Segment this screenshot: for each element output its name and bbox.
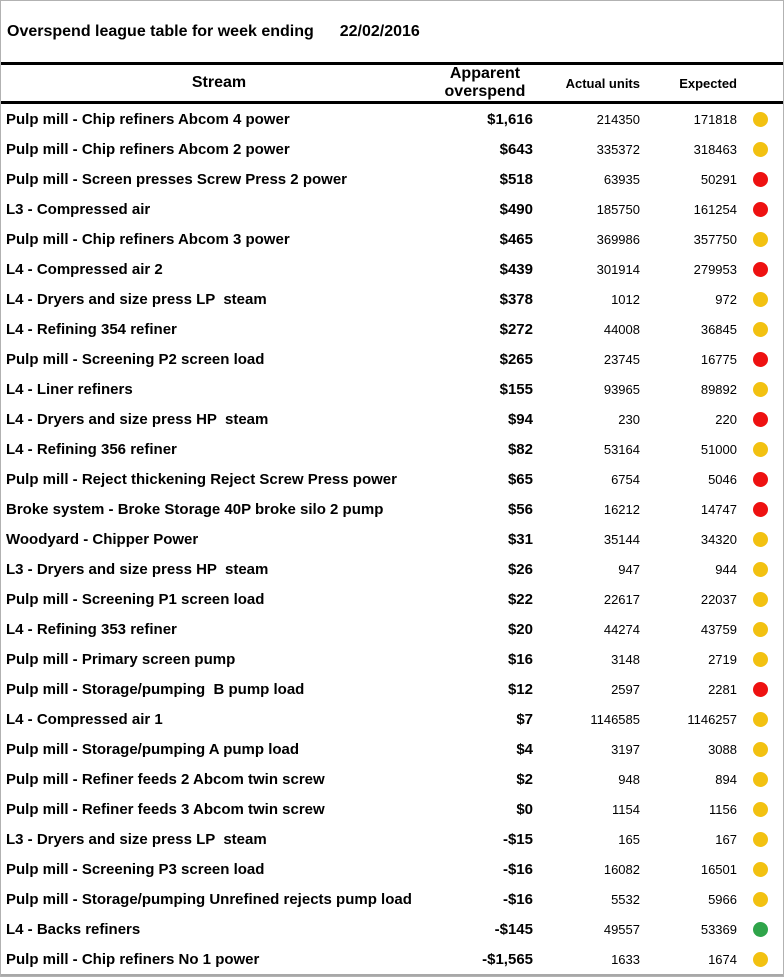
- overspend-cell: -$15: [502, 830, 533, 848]
- expected-cell: 1156: [709, 801, 737, 817]
- expected-cell: 357750: [693, 231, 737, 247]
- overspend-cell: $82: [507, 440, 533, 458]
- status-cell: [737, 712, 783, 727]
- status-dot-icon: [753, 622, 768, 637]
- stream-cell: Pulp mill - Refiner feeds 3 Abcom twin screw: [6, 800, 325, 818]
- table-row: [1, 554, 783, 584]
- status-dot-icon: [753, 502, 768, 517]
- status-cell: [737, 442, 783, 457]
- table-row: [1, 314, 783, 344]
- table-row: [1, 524, 783, 554]
- status-dot-icon: [753, 652, 768, 667]
- expected-cell: 318463: [693, 141, 737, 157]
- overspend-cell: $20: [507, 620, 533, 638]
- report-title: Overspend league table for week ending: [7, 22, 314, 40]
- table-row: [1, 404, 783, 434]
- status-dot-icon: [753, 112, 768, 127]
- table-row: [1, 914, 783, 944]
- expected-cell: 51000: [700, 441, 737, 457]
- overspend-cell: $94: [507, 410, 533, 428]
- stream-cell: L4 - Liner refiners: [6, 380, 133, 398]
- status-dot-icon: [753, 532, 768, 547]
- overspend-cell: $643: [499, 140, 533, 158]
- stream-cell: Pulp mill - Chip refiners Abcom 4 power: [6, 110, 290, 128]
- status-cell: [737, 562, 783, 577]
- overspend-cell: $31: [507, 530, 533, 548]
- stream-cell: Pulp mill - Storage/pumping Unrefined rejects pump load: [6, 890, 412, 908]
- stream-cell: Pulp mill - Chip refiners Abcom 3 power: [6, 230, 290, 248]
- status-dot-icon: [753, 772, 768, 787]
- status-cell: [737, 802, 783, 817]
- table-row: [1, 194, 783, 224]
- stream-cell: Pulp mill - Chip refiners No 1 power: [6, 950, 260, 968]
- overspend-cell: $22: [507, 590, 533, 608]
- overspend-cell: $265: [499, 350, 533, 368]
- overspend-cell: $2: [516, 770, 533, 788]
- actual-units-cell: 214350: [596, 111, 640, 127]
- status-cell: [737, 862, 783, 877]
- overspend-cell: $155: [499, 380, 533, 398]
- actual-units-cell: 5532: [611, 891, 640, 907]
- overspend-cell: $378: [499, 290, 533, 308]
- status-dot-icon: [753, 412, 768, 427]
- expected-cell: 5966: [708, 891, 737, 907]
- expected-cell: 3088: [708, 741, 737, 757]
- actual-units-cell: 1633: [611, 951, 640, 967]
- overspend-cell: $518: [499, 170, 533, 188]
- table-row: [1, 254, 783, 284]
- status-cell: [737, 112, 783, 127]
- status-cell: [737, 382, 783, 397]
- overspend-cell: -$1,565: [482, 950, 533, 968]
- status-dot-icon: [753, 262, 768, 277]
- stream-cell: Pulp mill - Screen presses Screw Press 2 power: [6, 170, 347, 188]
- column-header-actual-units: Actual units: [565, 75, 640, 91]
- expected-cell: 5046: [708, 471, 737, 487]
- table-row: [1, 224, 783, 254]
- status-dot-icon: [753, 592, 768, 607]
- expected-cell: 50291: [700, 171, 737, 187]
- expected-cell: 36845: [700, 321, 737, 337]
- stream-cell: Pulp mill - Screening P1 screen load: [6, 590, 265, 608]
- status-dot-icon: [753, 202, 768, 217]
- expected-cell: 171818: [693, 111, 737, 127]
- actual-units-cell: 230: [618, 411, 640, 427]
- status-cell: [737, 502, 783, 517]
- table-row: [1, 854, 783, 884]
- stream-cell: L4 - Dryers and size press LP steam: [6, 290, 267, 308]
- stream-cell: Pulp mill - Primary screen pump: [6, 650, 236, 668]
- actual-units-cell: 3197: [611, 741, 640, 757]
- status-cell: [737, 652, 783, 667]
- table-row: [1, 764, 783, 794]
- table-row: [1, 164, 783, 194]
- overspend-cell: $26: [507, 560, 533, 578]
- status-cell: [737, 262, 783, 277]
- table-row: [1, 494, 783, 524]
- status-dot-icon: [753, 472, 768, 487]
- expected-cell: 34320: [700, 531, 737, 547]
- stream-cell: Pulp mill - Chip refiners Abcom 2 power: [6, 140, 290, 158]
- actual-units-cell: 23745: [603, 351, 640, 367]
- stream-cell: Pulp mill - Screening P2 screen load: [6, 350, 265, 368]
- expected-cell: 16501: [700, 861, 737, 877]
- overspend-cell: $12: [507, 680, 533, 698]
- expected-cell: 53369: [700, 921, 737, 937]
- actual-units-cell: 3148: [611, 651, 640, 667]
- actual-units-cell: 1154: [612, 801, 640, 817]
- report-week-ending-date: 22/02/2016: [339, 22, 420, 40]
- expected-cell: 1674: [708, 951, 737, 967]
- status-dot-icon: [753, 352, 768, 367]
- status-dot-icon: [753, 952, 768, 967]
- status-cell: [737, 292, 783, 307]
- overspend-cell: $4: [516, 740, 533, 758]
- status-cell: [737, 232, 783, 247]
- overspend-cell: $465: [499, 230, 533, 248]
- stream-cell: L4 - Backs refiners: [6, 920, 141, 938]
- stream-cell: L3 - Compressed air: [6, 200, 151, 218]
- actual-units-cell: 44008: [603, 321, 640, 337]
- table-row: [1, 704, 783, 734]
- status-cell: [737, 772, 783, 787]
- expected-cell: 944: [715, 561, 737, 577]
- actual-units-cell: 44274: [603, 621, 640, 637]
- actual-units-cell: 63935: [603, 171, 640, 187]
- stream-cell: L4 - Compressed air 2: [6, 260, 163, 278]
- overspend-cell: -$16: [502, 890, 533, 908]
- status-dot-icon: [753, 142, 768, 157]
- status-cell: [737, 742, 783, 757]
- expected-cell: 2719: [708, 651, 737, 667]
- stream-cell: Broke system - Broke Storage 40P broke silo 2 pump: [6, 500, 384, 518]
- stream-cell: L4 - Compressed air 1: [6, 710, 163, 728]
- actual-units-cell: 369986: [596, 231, 640, 247]
- status-cell: [737, 922, 783, 937]
- status-cell: [737, 682, 783, 697]
- overspend-cell: $439: [499, 260, 533, 278]
- expected-cell: 22037: [700, 591, 737, 607]
- expected-cell: 894: [715, 771, 737, 787]
- status-cell: [737, 142, 783, 157]
- status-dot-icon: [753, 922, 768, 937]
- overspend-cell: $0: [516, 800, 533, 818]
- actual-units-cell: 49557: [603, 921, 640, 937]
- table-row: [1, 734, 783, 764]
- stream-cell: Pulp mill - Storage/pumping B pump load: [6, 680, 305, 698]
- overspend-cell: $7: [516, 710, 533, 728]
- status-dot-icon: [753, 862, 768, 877]
- actual-units-cell: 93965: [603, 381, 640, 397]
- status-dot-icon: [753, 172, 768, 187]
- table-row: [1, 104, 783, 134]
- status-dot-icon: [753, 682, 768, 697]
- status-cell: [737, 832, 783, 847]
- table-row: [1, 344, 783, 374]
- expected-cell: 2281: [708, 681, 737, 697]
- table-row: [1, 434, 783, 464]
- expected-cell: 220: [715, 411, 737, 427]
- expected-cell: 14747: [700, 501, 737, 517]
- column-header-expected: Expected: [679, 75, 737, 91]
- status-cell: [737, 412, 783, 427]
- actual-units-cell: 16082: [603, 861, 640, 877]
- stream-cell: L4 - Refining 356 refiner: [6, 440, 177, 458]
- status-dot-icon: [753, 232, 768, 247]
- table-row: [1, 644, 783, 674]
- stream-cell: Pulp mill - Screening P3 screen load: [6, 860, 265, 878]
- actual-units-cell: 53164: [603, 441, 640, 457]
- table-row: [1, 944, 783, 974]
- status-cell: [737, 952, 783, 967]
- table-row: [1, 374, 783, 404]
- actual-units-cell: 2597: [611, 681, 640, 697]
- status-cell: [737, 592, 783, 607]
- status-dot-icon: [753, 802, 768, 817]
- stream-cell: Pulp mill - Refiner feeds 2 Abcom twin screw: [6, 770, 325, 788]
- stream-cell: L4 - Dryers and size press HP steam: [6, 410, 269, 428]
- status-dot-icon: [753, 562, 768, 577]
- overspend-cell: -$16: [502, 860, 533, 878]
- status-dot-icon: [753, 712, 768, 727]
- status-cell: [737, 892, 783, 907]
- expected-cell: 279953: [693, 261, 737, 277]
- overspend-cell: $65: [507, 470, 533, 488]
- actual-units-cell: 947: [618, 561, 640, 577]
- expected-cell: 167: [715, 831, 737, 847]
- actual-units-cell: 6754: [611, 471, 640, 487]
- table-row: [1, 674, 783, 704]
- status-cell: [737, 472, 783, 487]
- status-cell: [737, 352, 783, 367]
- status-dot-icon: [753, 742, 768, 757]
- status-cell: [737, 172, 783, 187]
- status-cell: [737, 202, 783, 217]
- status-cell: [737, 532, 783, 547]
- stream-cell: L4 - Refining 353 refiner: [6, 620, 177, 638]
- overspend-cell: $272: [499, 320, 533, 338]
- stream-cell: L4 - Refining 354 refiner: [6, 320, 177, 338]
- report-title-bar: [1, 1, 783, 62]
- status-dot-icon: [753, 292, 768, 307]
- overspend-cell: $56: [507, 500, 533, 518]
- table-row: [1, 614, 783, 644]
- stream-cell: L3 - Dryers and size press HP steam: [6, 560, 269, 578]
- table-header-row: [1, 62, 783, 104]
- status-cell: [737, 622, 783, 637]
- status-dot-icon: [753, 892, 768, 907]
- status-cell: [737, 322, 783, 337]
- overspend-cell: $1,616: [487, 110, 533, 128]
- expected-cell: 161254: [693, 201, 737, 217]
- table-row: [1, 794, 783, 824]
- actual-units-cell: 35144: [603, 531, 640, 547]
- status-dot-icon: [753, 832, 768, 847]
- table-row: [1, 884, 783, 914]
- expected-cell: 1146257: [687, 711, 737, 727]
- expected-cell: 16775: [700, 351, 737, 367]
- status-dot-icon: [753, 322, 768, 337]
- stream-cell: L3 - Dryers and size press LP steam: [6, 830, 267, 848]
- stream-cell: Woodyard - Chipper Power: [6, 530, 199, 548]
- table-row: [1, 284, 783, 314]
- expected-cell: 43759: [700, 621, 737, 637]
- table-row: [1, 584, 783, 614]
- overspend-cell: -$145: [494, 920, 533, 938]
- table-row: [1, 464, 783, 494]
- actual-units-cell: 335372: [596, 141, 640, 157]
- status-dot-icon: [753, 382, 768, 397]
- status-dot-icon: [753, 442, 768, 457]
- actual-units-cell: 165: [618, 831, 640, 847]
- actual-units-cell: 948: [618, 771, 640, 787]
- actual-units-cell: 301914: [596, 261, 640, 277]
- actual-units-cell: 1012: [611, 291, 640, 307]
- stream-cell: Pulp mill - Storage/pumping A pump load: [6, 740, 300, 758]
- table-body: [1, 104, 783, 976]
- table-row: [1, 824, 783, 854]
- expected-cell: 972: [715, 291, 737, 307]
- actual-units-cell: 185750: [596, 201, 640, 217]
- actual-units-cell: 1146585: [590, 711, 640, 727]
- actual-units-cell: 16212: [603, 501, 640, 517]
- table-row: [1, 134, 783, 164]
- overspend-cell: $16: [507, 650, 533, 668]
- expected-cell: 89892: [700, 381, 737, 397]
- column-header-apparent-overspend: Apparent overspend: [444, 65, 526, 100]
- overspend-cell: $490: [499, 200, 533, 218]
- stream-cell: Pulp mill - Reject thickening Reject Screw Press power: [6, 470, 397, 488]
- column-header-stream: Stream: [191, 74, 247, 91]
- actual-units-cell: 22617: [603, 591, 640, 607]
